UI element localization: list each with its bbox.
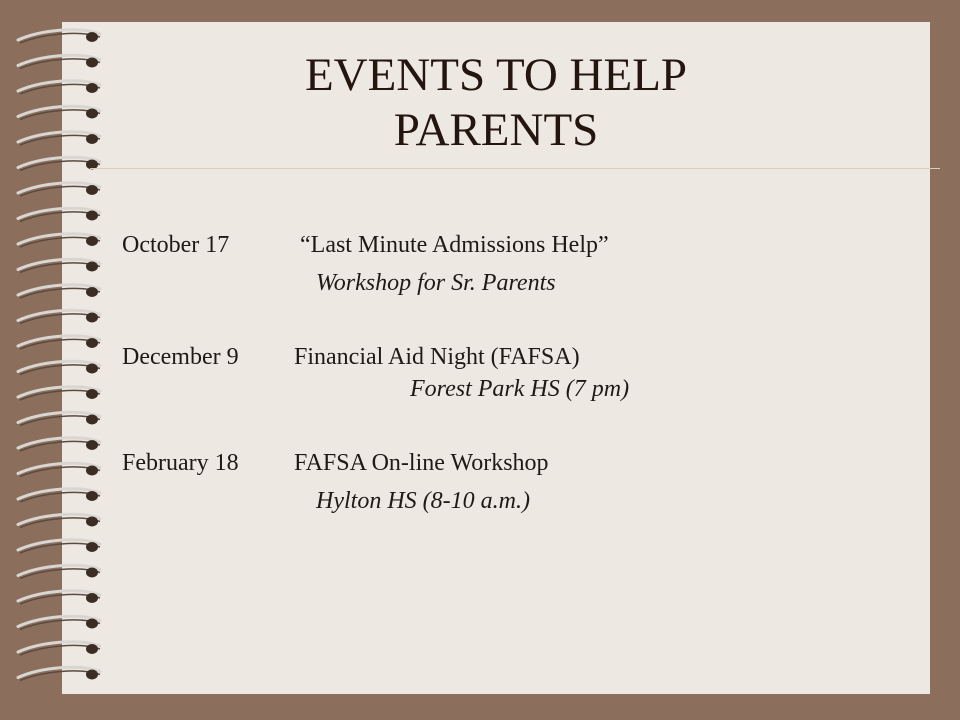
binding-hole [86, 440, 98, 450]
event-date-2: December 9 [122, 344, 239, 370]
binding-hole [86, 491, 98, 501]
event-title-1: “Last Minute Admissions Help” [300, 232, 609, 258]
title-line-2: PARENTS [393, 104, 599, 156]
binding-hole [86, 517, 98, 527]
binding-hole [86, 670, 98, 680]
title-divider [90, 168, 940, 169]
binding-hole [86, 287, 98, 297]
binding-hole [86, 338, 98, 348]
slide-title [62, 48, 930, 158]
binding-hole [86, 389, 98, 399]
event-detail-1: Workshop for Sr. Parents [316, 270, 556, 296]
event-title-3: FAFSA On-line Workshop [294, 450, 549, 476]
binding-hole [86, 466, 98, 476]
binding-hole [86, 211, 98, 221]
binding-hole [86, 593, 98, 603]
binding-hole [86, 313, 98, 323]
event-date-1: October 17 [122, 232, 230, 258]
binding-hole [86, 364, 98, 374]
binding-hole [86, 619, 98, 629]
binding-hole [86, 644, 98, 654]
title-line-1: EVENTS TO HELP [304, 49, 688, 101]
event-date-3: February 18 [122, 450, 239, 476]
event-detail-2: Forest Park HS (7 pm) [410, 376, 630, 402]
binding-hole [86, 568, 98, 578]
binding-hole [86, 185, 98, 195]
binding-hole [86, 32, 98, 42]
event-title-2: Financial Aid Night (FAFSA) [294, 344, 580, 370]
event-detail-3: Hylton HS (8-10 a.m.) [316, 488, 530, 514]
binding-hole [86, 542, 98, 552]
binding-hole [86, 236, 98, 246]
binding-hole [86, 415, 98, 425]
binding-hole [86, 262, 98, 272]
